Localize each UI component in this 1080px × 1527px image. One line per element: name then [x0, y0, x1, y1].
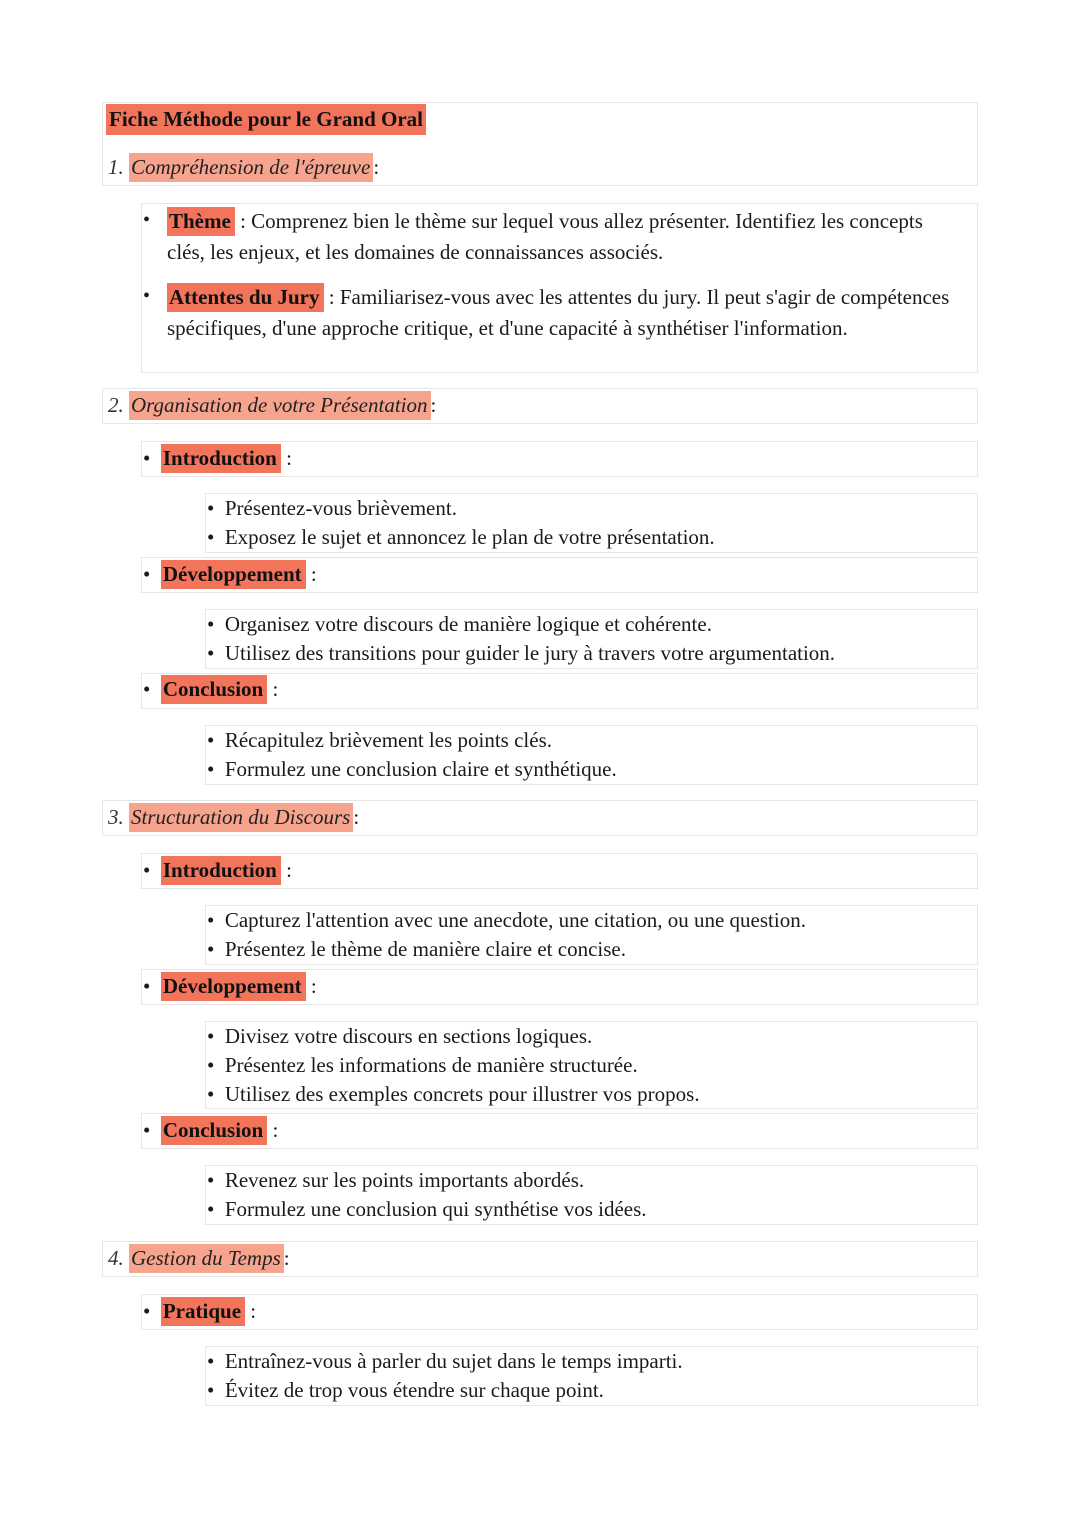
list-item: • Utilisez des transitions pour guider le jury à travers votre argumentation.: [207, 641, 836, 665]
item-label: Introduction: [161, 856, 281, 885]
bullet-icon: •: [207, 728, 225, 752]
bullet-icon: •: [143, 677, 161, 701]
bullet-icon: •: [207, 641, 225, 665]
list-item: • Présentez-vous brièvement.: [207, 496, 457, 520]
item-label: Développement: [161, 972, 306, 1001]
bullet-icon: •: [143, 446, 161, 470]
item-label: Développement: [161, 560, 306, 589]
bullet-icon: •: [207, 1024, 225, 1048]
item-label: Conclusion: [161, 1116, 267, 1145]
section-2-heading: 2. Organisation de votre Présentation :: [108, 391, 436, 420]
bullet-icon: •: [207, 1197, 225, 1221]
list-item: • Entraînez-vous à parler du sujet dans le temps imparti.: [207, 1349, 683, 1373]
list-item: • Formulez une conclusion qui synthétise vos idées.: [207, 1197, 647, 1221]
bullet-icon: •: [207, 757, 225, 781]
section-title: Compréhension de l'épreuve: [129, 153, 373, 182]
item-label: Conclusion: [161, 675, 267, 704]
section-4-heading: 4. Gestion du Temps :: [108, 1244, 290, 1273]
item-text: : Familiarisez-vous avec les attentes du jury. Il peut s'agir de compétences spécifiques, d'une approche critique, et d'une capacité à synthétiser l'information.: [167, 285, 950, 340]
bullet-icon: •: [207, 1349, 225, 1373]
item-label: Introduction: [161, 444, 281, 473]
subsection-heading: • Pratique :: [143, 1297, 256, 1326]
bullet-icon: •: [207, 525, 225, 549]
subsection-heading: • Conclusion :: [143, 675, 278, 704]
bullet-icon: •: [143, 209, 151, 231]
bullet-icon: •: [143, 1299, 161, 1323]
section-title: Structuration du Discours: [129, 803, 353, 832]
bullet-icon: •: [207, 1168, 225, 1192]
list-item: [167, 206, 957, 268]
item-text: : Comprenez bien le thème sur lequel vous allez présenter. Identifiez les concepts clés, les enjeux, et les domaines de connaissances associés.: [167, 209, 923, 264]
section-number: 4.: [108, 1246, 124, 1270]
bullet-icon: •: [207, 1053, 225, 1077]
list-item: • Exposez le sujet et annoncez le plan de votre présentation.: [207, 525, 715, 549]
list-item: [167, 282, 957, 344]
bullet-icon: •: [143, 974, 161, 998]
subsection-heading: • Introduction :: [143, 444, 292, 473]
list-item: • Formulez une conclusion claire et synthétique.: [207, 757, 617, 781]
subsection-heading: • Introduction :: [143, 856, 292, 885]
list-item: • Revenez sur les points importants abordés.: [207, 1168, 585, 1192]
list-item: • Organisez votre discours de manière logique et cohérente.: [207, 612, 712, 636]
section-title: Gestion du Temps: [129, 1244, 284, 1273]
bullet-icon: •: [207, 1082, 225, 1106]
list-item: • Récapitulez brièvement les points clés.: [207, 728, 552, 752]
section-number: 1.: [108, 155, 124, 179]
bullet-icon: •: [207, 908, 225, 932]
item-label: Attentes du Jury: [167, 283, 324, 312]
bullet-icon: •: [143, 562, 161, 586]
list-item: • Évitez de trop vous étendre sur chaque point.: [207, 1378, 604, 1402]
page-title: Fiche Méthode pour le Grand Oral: [106, 104, 426, 135]
section-3-heading: 3. Structuration du Discours :: [108, 803, 359, 832]
bullet-icon: •: [207, 612, 225, 636]
subsection-heading: • Développement :: [143, 560, 317, 589]
item-label: Pratique: [161, 1297, 245, 1326]
bullet-icon: •: [207, 496, 225, 520]
list-item: • Capturez l'attention avec une anecdote, une citation, ou une question.: [207, 908, 806, 932]
list-item: • Présentez le thème de manière claire et concise.: [207, 937, 626, 961]
item-label: Thème: [167, 207, 235, 236]
bullet-icon: •: [143, 1118, 161, 1142]
section-number: 2.: [108, 393, 124, 417]
list-item: • Utilisez des exemples concrets pour illustrer vos propos.: [207, 1082, 700, 1106]
bullet-icon: •: [207, 937, 225, 961]
s4-prat-box: [141, 1294, 978, 1330]
section-title: Organisation de votre Présentation: [129, 391, 431, 420]
subsection-heading: • Conclusion :: [143, 1116, 278, 1145]
list-item: • Présentez les informations de manière structurée.: [207, 1053, 638, 1077]
subsection-heading: • Développement :: [143, 972, 317, 1001]
bullet-icon: •: [207, 1378, 225, 1402]
section-1-heading: 1. Compréhension de l'épreuve :: [108, 153, 379, 182]
list-item: • Divisez votre discours en sections logiques.: [207, 1024, 593, 1048]
bullet-icon: •: [143, 858, 161, 882]
section-number: 3.: [108, 805, 124, 829]
bullet-icon: •: [143, 285, 151, 307]
